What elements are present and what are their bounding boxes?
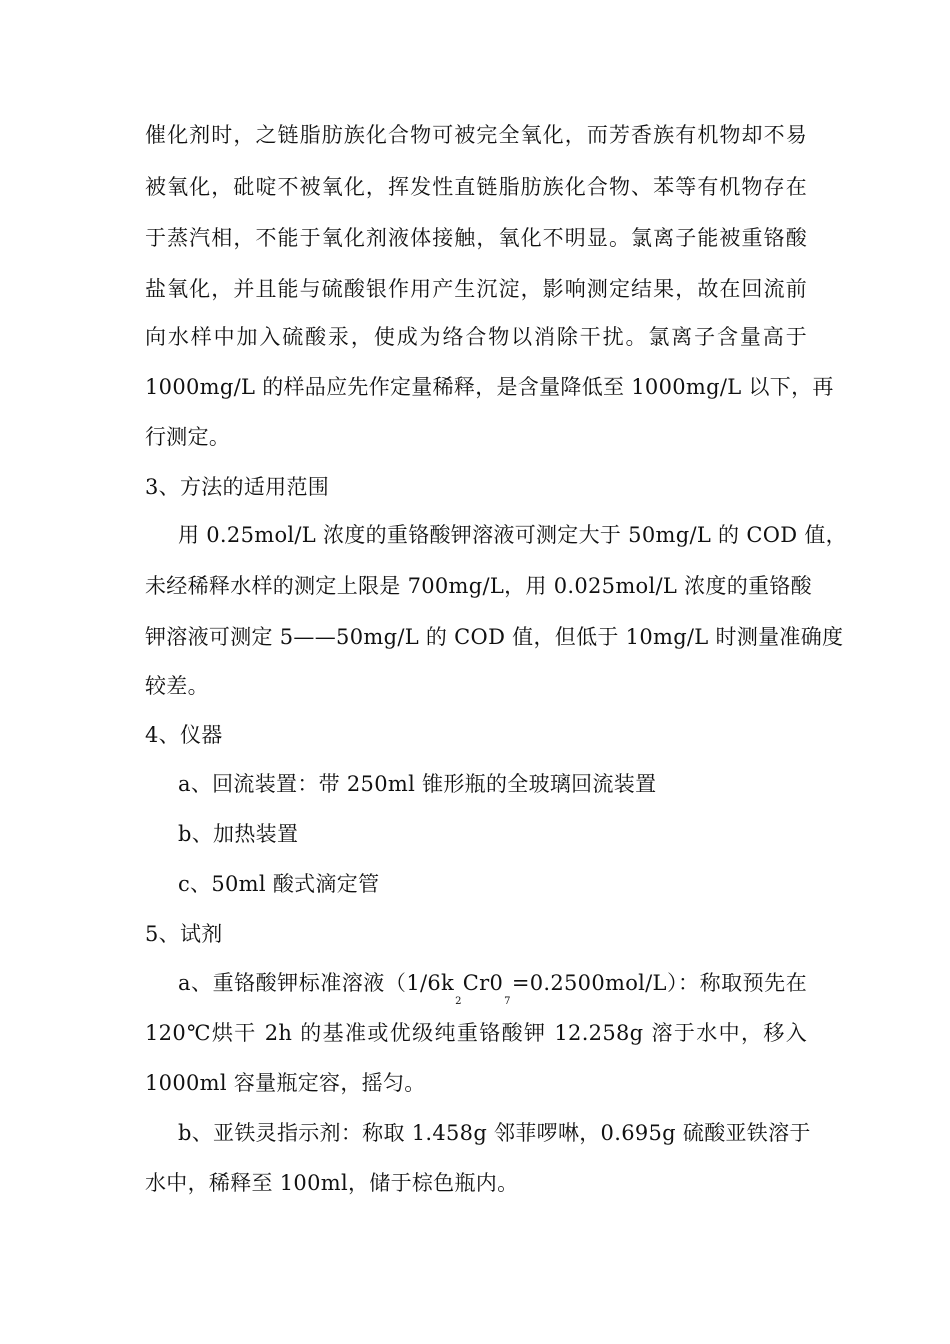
paragraph-line: 用 0.25mol/L 浓度的重铬酸钾溶液可测定大于 50mg/L 的 COD 值， xyxy=(178,523,847,547)
reagent-a-text: =0.2500mol/L）：称取预先在 xyxy=(511,971,807,995)
paragraph-line: 120℃烘干 2h 的基准或优级纯重铬酸钾 12.258g 溶于水中，移入 xyxy=(145,1021,807,1045)
paragraph-line: 水中，稀释至 100ml，储于棕色瓶内。 xyxy=(145,1171,519,1195)
paragraph-line: 向水样中加入硫酸汞，使成为络合物以消除干扰。氯离子含量高于 xyxy=(145,325,807,349)
section-heading: 4、仪器 xyxy=(145,723,223,747)
paragraph-line: 钾溶液可测定 5——50mg/L 的 COD 值，但低于 10mg/L 时测量准确度 xyxy=(145,625,844,649)
list-item: a、回流装置：带 250ml 锥形瓶的全玻璃回流装置 xyxy=(178,772,657,796)
reagent-a-text: a、重铬酸钾标准溶液（1/6k xyxy=(178,971,455,995)
paragraph-line: 1000mg/L 的样品应先作定量稀释，是含量降低至 1000mg/L 以下，再 xyxy=(145,375,834,399)
paragraph-line: 催化剂时，之链脂肪族化合物可被完全氧化，而芳香族有机物却不易 xyxy=(145,123,807,147)
list-item: b、加热装置 xyxy=(178,822,299,846)
paragraph-line: 1000ml 容量瓶定容，摇匀。 xyxy=(145,1071,426,1095)
paragraph-line: 较差。 xyxy=(145,674,209,698)
subscript: 7 xyxy=(504,996,511,1007)
list-item: c、50ml 酸式滴定管 xyxy=(178,872,380,896)
paragraph-line: 未经稀释水样的测定上限是 700mg/L，用 0.025mol/L 浓度的重铬酸 xyxy=(145,574,812,598)
paragraph-line: 行测定。 xyxy=(145,425,231,449)
reagent-a-line xyxy=(178,970,807,1007)
section-heading: 5、试剂 xyxy=(145,922,223,946)
section-heading: 3、方法的适用范围 xyxy=(145,475,330,499)
paragraph-line: 被氧化，砒啶不被氧化，挥发性直链脂肪族化合物、苯等有机物存在 xyxy=(145,175,807,199)
paragraph-line: 于蒸汽相，不能于氧化剂液体接触，氧化不明显。氯离子能被重铬酸 xyxy=(145,226,807,250)
subscript: 2 xyxy=(455,996,462,1007)
paragraph-line: b、亚铁灵指示剂：称取 1.458g 邻菲啰啉，0.695g 硫酸亚铁溶于 xyxy=(178,1121,811,1145)
reagent-a-text: Cr0 xyxy=(462,971,504,995)
paragraph-line: 盐氧化，并且能与硫酸银作用产生沉淀，影响测定结果，故在回流前 xyxy=(145,277,807,301)
